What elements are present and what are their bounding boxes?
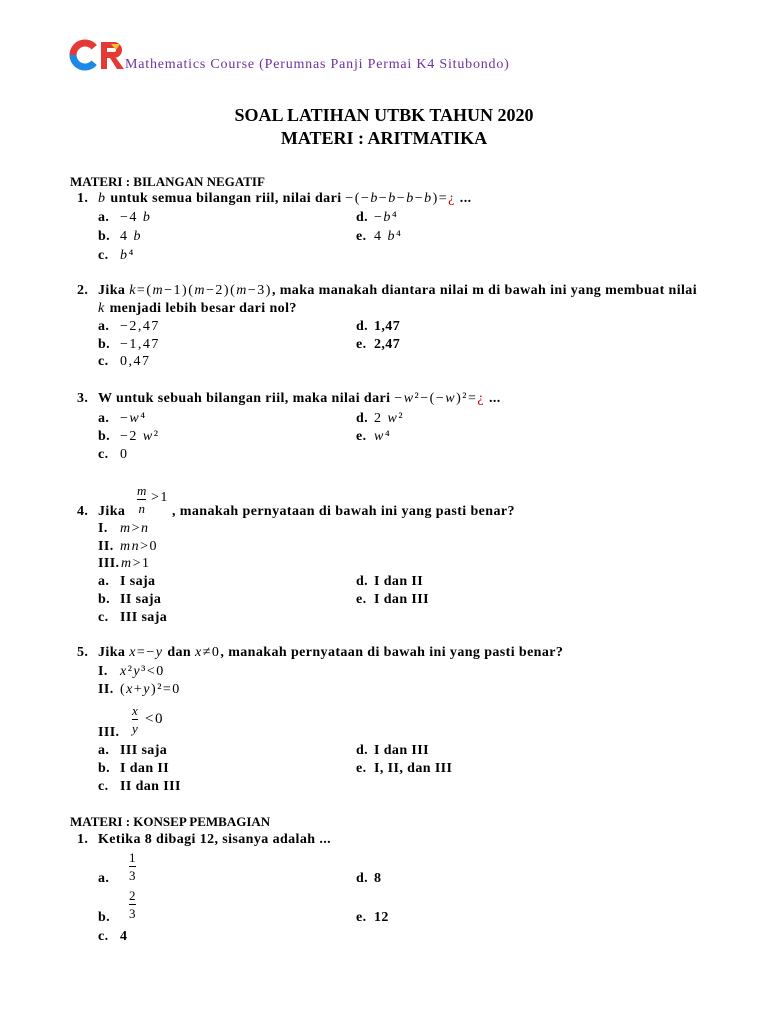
question-text-segment: , maka manakah diantara nilai m di bawah ini yang membuat nilai xyxy=(271,283,697,298)
option-label: a. xyxy=(98,871,110,886)
option-value: I dan II xyxy=(374,574,424,589)
question-row xyxy=(0,282,768,300)
math-variable: b xyxy=(98,191,107,206)
option-label: c. xyxy=(98,779,109,794)
course-logo xyxy=(68,37,124,73)
option-label: e. xyxy=(356,592,367,607)
question-row xyxy=(0,390,768,408)
option-label: d. xyxy=(356,743,369,758)
question-text xyxy=(98,390,501,408)
option-row xyxy=(0,742,768,760)
question-number: 2. xyxy=(77,283,89,298)
option-label: d. xyxy=(356,574,369,589)
question-number: 4. xyxy=(77,504,89,519)
option-row xyxy=(0,909,768,927)
option-label: c. xyxy=(98,447,109,462)
statement-label: I. xyxy=(98,521,108,536)
option-label: a. xyxy=(98,319,110,334)
option-label: c. xyxy=(98,354,109,369)
statement-label: II. xyxy=(98,682,114,697)
option-value: II saja xyxy=(120,592,162,607)
option-row xyxy=(0,778,768,796)
option-label: a. xyxy=(98,743,110,758)
option-row xyxy=(0,247,768,265)
option-value: I, II, dan III xyxy=(374,761,453,776)
question-text xyxy=(98,190,472,208)
statement-label: III. xyxy=(98,556,120,571)
document-subtitle: MATERI : ARITMATIKA xyxy=(280,128,488,148)
section-heading: MATERI : KONSEP PEMBAGIAN xyxy=(70,814,271,829)
statement-row xyxy=(0,724,768,742)
section-heading: MATERI : BILANGAN NEGATIF xyxy=(70,174,265,189)
option-row xyxy=(0,353,768,371)
option-row xyxy=(0,870,768,888)
option-value: II dan III xyxy=(120,779,181,794)
question-number: 5. xyxy=(77,645,89,660)
question-row xyxy=(0,503,768,521)
logo-r-leg xyxy=(110,58,124,69)
option-value: −1,47 xyxy=(120,337,160,352)
option-row xyxy=(0,228,768,246)
option-value: 4 b xyxy=(120,229,142,244)
option-label: b. xyxy=(98,761,111,776)
question-text xyxy=(98,282,697,300)
option-label: b. xyxy=(98,229,111,244)
math-expression: −(−b−b−b−b)=¿ xyxy=(345,191,456,206)
option-value: I saja xyxy=(120,574,156,589)
math-expression: k=(m−1)(m−2)(m−3) xyxy=(129,283,272,298)
option-value: I dan III xyxy=(374,743,429,758)
option-value: −b⁴ xyxy=(374,210,399,225)
option-row xyxy=(0,609,768,627)
question-text-segment: Jika xyxy=(98,283,130,298)
question-text-tail: ... xyxy=(455,191,472,206)
question-number: 3. xyxy=(77,391,89,406)
option-value: b⁴ xyxy=(120,248,135,263)
option-value: −2,47 xyxy=(120,319,160,334)
option-row xyxy=(0,318,768,336)
option-label: a. xyxy=(98,411,110,426)
math-expression: x≠0 xyxy=(195,645,221,660)
question-text-tail: ... xyxy=(485,391,501,406)
question-text: Ketika 8 dibagi 12, sisanya adalah ... xyxy=(98,832,332,847)
question-text-lead: Jika xyxy=(98,504,126,519)
question-text-segment: untuk semua bilangan riil, nilai dari xyxy=(106,191,346,206)
question-text xyxy=(98,300,297,318)
statement-row xyxy=(0,555,768,573)
fraction-numerator: x xyxy=(132,703,138,718)
option-value: 0 xyxy=(120,447,129,462)
math-variable: k xyxy=(98,301,106,316)
option-label: e. xyxy=(356,761,367,776)
option-value: I dan II xyxy=(120,761,170,776)
course-name: Mathematics Course (Perumnas Panji Permai K4 Situbondo) xyxy=(125,57,510,72)
logo-c-upper xyxy=(73,43,94,55)
option-label: e. xyxy=(356,429,367,444)
option-row xyxy=(0,336,768,354)
option-label: b. xyxy=(98,429,111,444)
statement-row xyxy=(0,663,768,681)
option-label: b. xyxy=(98,910,111,925)
option-value: III saja xyxy=(120,610,168,625)
statement-row xyxy=(0,681,768,699)
option-value: 2 w² xyxy=(374,411,405,426)
question-text xyxy=(98,644,563,662)
option-value: w⁴ xyxy=(374,429,392,444)
statement-row xyxy=(0,538,768,556)
statement-label: II. xyxy=(98,539,114,554)
question-text-segment: Jika xyxy=(98,645,130,660)
fraction-denominator: 3 xyxy=(129,906,136,921)
math-expression: −w²−(−w)²=¿ xyxy=(394,391,486,406)
question-text-segment: dan xyxy=(163,645,196,660)
option-value: −2 w² xyxy=(120,429,160,444)
option-value: 4 xyxy=(120,929,128,944)
option-row xyxy=(0,928,768,946)
option-value: −w⁴ xyxy=(120,411,147,426)
option-value: III saja xyxy=(120,743,168,758)
math-expression: x=−y xyxy=(129,645,164,660)
option-label: e. xyxy=(356,229,367,244)
option-value: 1,47 xyxy=(374,319,401,334)
logo-c-lower xyxy=(73,55,94,67)
option-label: c. xyxy=(98,248,109,263)
question-text-segment: W untuk sebuah bilangan riil, maka nilai dari xyxy=(98,391,395,406)
option-label: c. xyxy=(98,929,109,944)
statement-value: m>n xyxy=(120,521,150,536)
question-row xyxy=(0,190,768,208)
option-row xyxy=(0,428,768,446)
option-label: e. xyxy=(356,337,367,352)
option-row xyxy=(0,209,768,227)
question-text-segment: , manakah pernyataan di bawah ini yang pasti benar? xyxy=(172,504,515,519)
option-row xyxy=(0,573,768,591)
fraction-denominator: n xyxy=(138,501,145,516)
question-number: 1. xyxy=(77,832,89,847)
fraction-comparison: <0 xyxy=(145,711,164,727)
statement-label: III. xyxy=(98,725,120,740)
option-row xyxy=(0,446,768,464)
option-value: 8 xyxy=(374,871,382,886)
question-number: 1. xyxy=(77,191,89,206)
option-label: a. xyxy=(98,574,110,589)
fraction-numerator: 2 xyxy=(129,888,136,903)
logo-r-stem xyxy=(101,42,107,69)
statement-value: (x+y)²=0 xyxy=(120,682,181,697)
question-row xyxy=(0,644,768,662)
fraction-denominator: 3 xyxy=(129,868,136,883)
option-value: 12 xyxy=(374,910,389,925)
option-label: d. xyxy=(356,319,369,334)
question-row xyxy=(0,831,768,849)
option-label: b. xyxy=(98,592,111,607)
question-text-segment: , manakah pernyataan di bawah ini yang pasti benar? xyxy=(220,645,564,660)
fraction-numerator: 1 xyxy=(129,850,136,865)
option-label: d. xyxy=(356,411,369,426)
option-value: 2,47 xyxy=(374,337,401,352)
option-value: 0,47 xyxy=(120,354,151,369)
option-label: b. xyxy=(98,337,111,352)
fraction-denominator: y xyxy=(132,721,138,736)
option-label: d. xyxy=(356,210,369,225)
statement-value: mn>0 xyxy=(120,539,159,554)
option-label: a. xyxy=(98,210,110,225)
statement-row xyxy=(0,520,768,538)
question-text-segment: menjadi lebih besar dari nol? xyxy=(105,301,297,316)
option-label: e. xyxy=(356,910,367,925)
fraction-comparison: >1 xyxy=(151,490,169,505)
option-label: c. xyxy=(98,610,109,625)
statement-value: m>1 xyxy=(121,556,151,571)
question-row-continued xyxy=(0,300,768,318)
statement-value: x²y³<0 xyxy=(120,664,165,679)
option-row xyxy=(0,591,768,609)
option-label: d. xyxy=(356,871,369,886)
option-row xyxy=(0,410,768,428)
document-title: SOAL LATIHAN UTBK TAHUN 2020 xyxy=(234,105,534,125)
fraction-numerator: m xyxy=(137,483,147,498)
option-value: −4 b xyxy=(120,210,152,225)
option-row xyxy=(0,760,768,778)
statement-label: I. xyxy=(98,664,108,679)
option-value: 4 b⁴ xyxy=(374,229,403,244)
option-value: I dan III xyxy=(374,592,429,607)
